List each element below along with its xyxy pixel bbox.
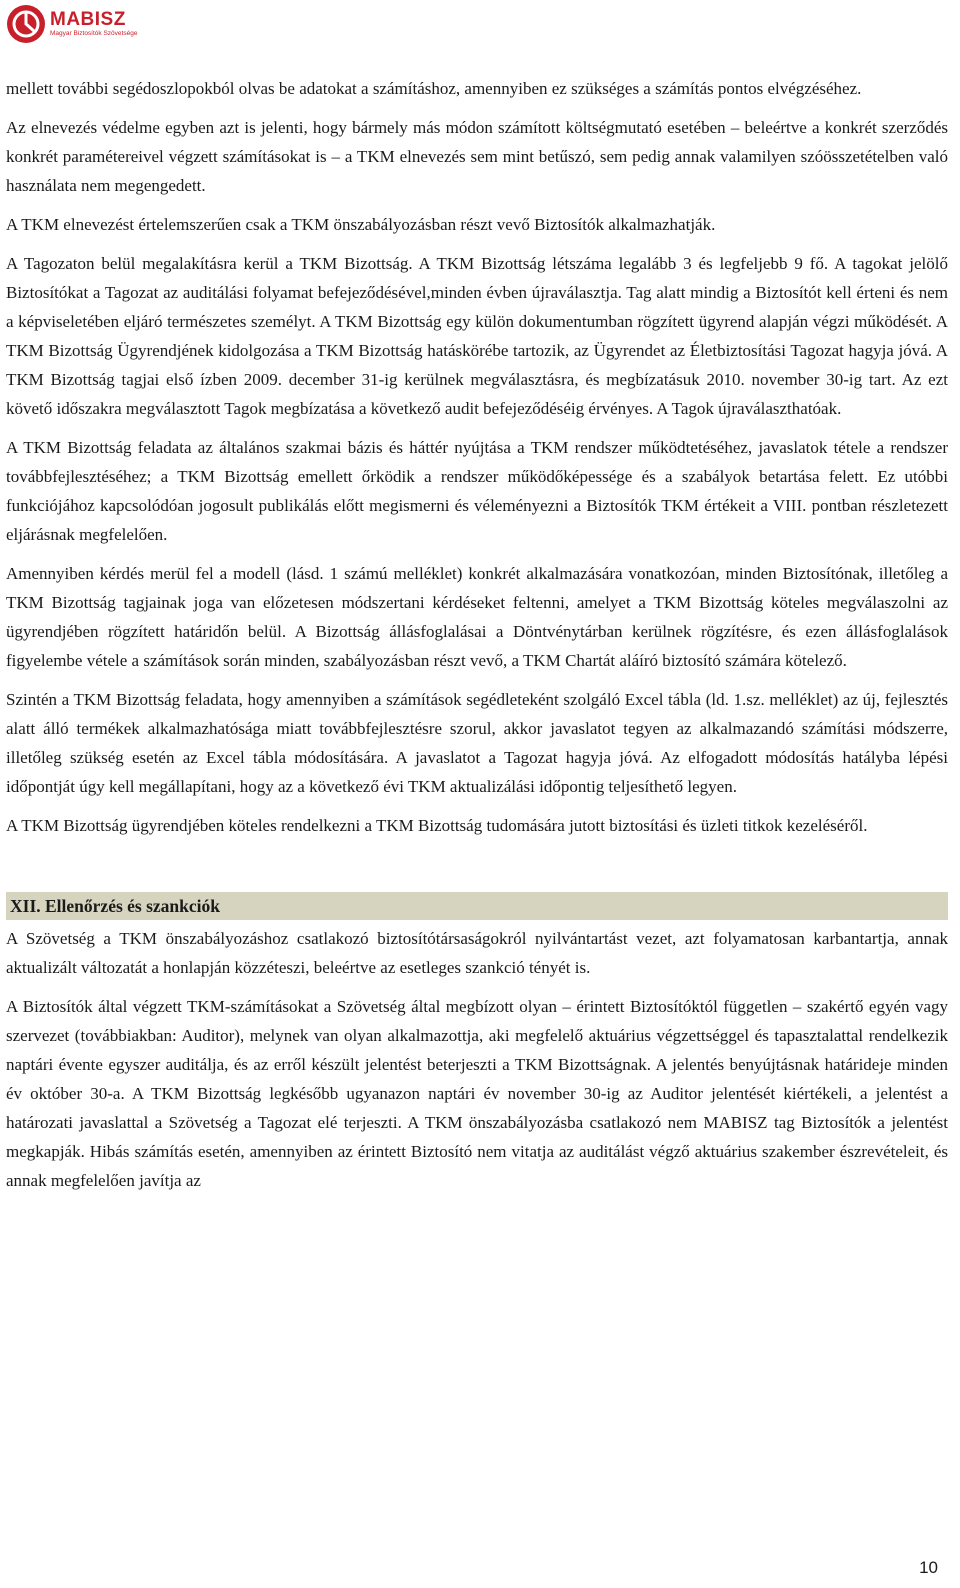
body-paragraph: A Tagozaton belül megalakításra kerül a TKM Bizottság. A TKM Bizottság létszáma legalább 3 és legfeljebb 9 fő. A tagokat jelölő Biztosítókat a Tagozat az auditálási folyamat befejeződésével,minden évben újraválasztja. Tag alatt mindig a Biztosítót kell érteni és nem a képviseletében eljáró természetes személyt. A TKM Bizottság egy külön dokumentumban rögzített ügyrend alapján végzi működését. A TKM Bizottság Ügyrendjének kidolgozása a TKM Bizottság hatáskörébe tartozik, az Ügyrendet az Életbiztosítási Tagozat hagyja jóvá. A TKM Bizottság tagjai első ízben 2009. december 31-ig kerülnek megválasztásra, és megbízatásuk 2010. november 30-ig tart. Az ezt követő időszakra megválasztott Tagok megbízatása a következő audit befejeződéséig érvényes. A Tagok újraválaszthatóak. <box>6 254 948 418</box>
body-paragraph: Az elnevezés védelme egyben azt is jelenti, hogy bármely más módon számított költségmutató esetében – beleértve a konkrét szerződés konkrét paramétereivel végzett számításokat is – a TKM elnevezés sem mint betűszó, sem pedig annak valamilyen szóösszetételben való használata nem megengedett. <box>6 118 948 195</box>
body-paragraph: mellett további segédoszlopokból olvas be adatokat a számításhoz, amennyiben ez szükséges a számítás pontos elvégzéséhez. <box>6 79 862 98</box>
mabisz-logo <box>6 4 137 44</box>
mabisz-logo-icon <box>6 4 46 44</box>
body-paragraph: A TKM Bizottság ügyrendjében köteles rendelkezni a TKM Bizottság tudomására jutott biztosítási és üzleti titkok kezeléséről. <box>6 816 868 835</box>
body-paragraph: A TKM elnevezést értelemszerűen csak a TKM önszabályozásban részt vevő Biztosítók alkalmazhatják. <box>6 215 716 234</box>
body-paragraph: Szintén a TKM Bizottság feladata, hogy amennyiben a számítások segédleteként szolgáló Excel tábla (ld. 1.sz. melléklet) az új, fejlesztés alatt álló termékek alkalmazhatósága miatt továbbfejlesztésre szorul, akkor javaslatot tegyen az alkalmazandó számítási módszerre, illetőleg szükség esetén az Excel tábla módosítására. A javaslatot a Tagozat hagyja jóvá. Az elfogadott módosítás hatályba lépési időpontját úgy kell megállapítani, hogy az a következő évi TKM aktualizálási időpontig teljesíthető legyen. <box>6 690 948 796</box>
document-body <box>6 74 948 1205</box>
body-paragraph: Amennyiben kérdés merül fel a modell (lásd. 1 számú melléklet) konkrét alkalmazására vonatkozóan, minden Biztosítónak, illetőleg a TKM Bizottság tagjainak joga van előzetesen módszertani kérdéseket feltenni, amelyet a TKM Bizottság köteles megválaszolni az ügyrendjében rögzített határidőn belül. A Bizottság állásfoglalásai a Döntvénytárban kerülnek rögzítésre, és ezen állásfoglalások figyelembe vétele a számítások során minden, szabályozásban részt vevő, a TKM Chartát aláíró biztosító számára kötelező. <box>6 564 948 670</box>
section-paragraph: A Szövetség a TKM önszabályozáshoz csatlakozó biztosítótársaságokról nyilvántartást vezet, azt folyamatosan karbantartja, annak aktualizált változatát a honlapján közzéteszi, beleértve az esetleges szankció tényét is. <box>6 929 948 977</box>
logo-subtitle: Magyar Biztosítók Szövetsége <box>50 30 138 38</box>
section-heading: XII. Ellenőrzés és szankciók <box>6 892 948 920</box>
body-paragraph: A TKM Bizottság feladata az általános szakmai bázis és háttér nyújtása a TKM rendszer működtetéséhez, javaslatok tétele a rendszer továbbfejlesztéséhez; a TKM Bizottság emellett őrködik a rendszer működőképessége és a szabályok betartása felett. Ez utóbbi funkciójához kapcsolódóan jogosult publikálás előtt megismerni és véleményezni a Biztosítók TKM értékeit a VIII. pontban részletezett eljárásnak megfelelően. <box>6 438 948 544</box>
logo-name: MABISZ <box>50 9 126 31</box>
logo-text <box>50 10 137 38</box>
section-paragraph: A Biztosítók által végzett TKM-számításokat a Szövetség által megbízott olyan – érintett Biztosítóktól független – szakértő egyén vagy szervezet (továbbiakban: Auditor), melynek van olyan alkalmazottja, aki megfelelő aktuárius végzettséggel és tapasztalattal rendelkezik naptári évente egyszer auditálja, és az erről készült jelentést beterjeszti a TKM Bizottságnak. A jelentés benyújtásnak határideje minden év október 30-a. A TKM Bizottság legkésőbb ugyanazon naptári év november 30-ig az Auditor jelentését kiértékeli, a jelentést a határozati javaslattal a Szövetség a Tagozat elé terjeszti. A TKM önszabályozásba csatlakozó nem MABISZ tag Biztosítók a jelentést megkapják. Hibás számítás esetén, amennyiben az érintett Biztosító nem vitatja az auditálást végző aktuárius szakember észrevételeit, és annak megfelelően javítja az <box>6 997 948 1190</box>
page-number: 10 <box>919 1558 938 1577</box>
